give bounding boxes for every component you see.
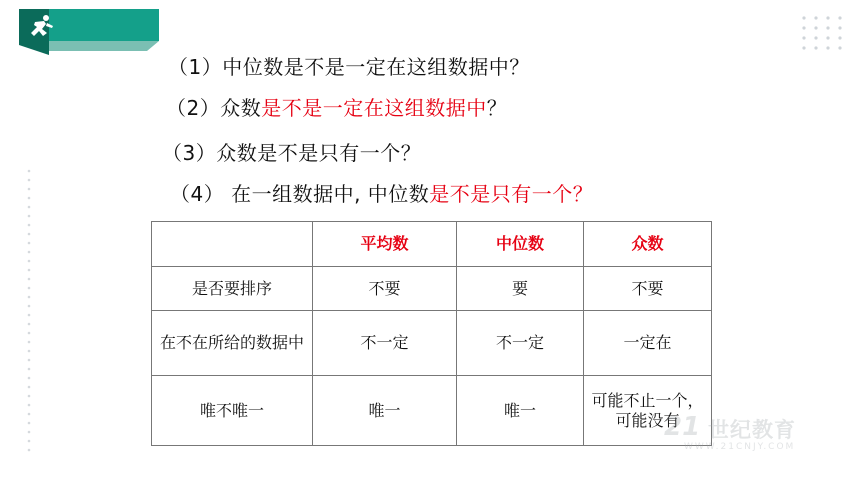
question-2-suffix: ？ [486,96,508,120]
comparison-table [151,221,712,446]
table-row-label: 唯不唯一 [152,376,313,446]
question-3 [162,141,421,165]
table-cell: 要 [457,267,584,311]
table-cell: 不要 [584,267,712,311]
table-row-label: 是否要排序 [152,267,313,311]
table-cell: 唯一 [457,376,584,446]
question-1-text: （1）中位数是不是一定在这组数据中？ [168,55,530,79]
watermark-text: 世纪教育 [708,418,796,442]
table-cell: 唯一 [313,376,457,446]
watermark [664,412,850,456]
question-2-text: （2）众数 [166,96,262,120]
table-cell: 不一定 [313,311,457,376]
title-banner [19,9,159,55]
decorative-dot-grid [800,14,848,56]
table-header-cell [152,222,313,267]
table-cell: 一定在 [584,311,712,376]
question-4-text: （4） 在一组数据中, 中位数 [170,182,430,206]
table-row [152,311,712,376]
table-cell: 不一定 [457,311,584,376]
table-row [152,376,712,446]
question-2-highlight: 是不是一定在这组数据中 [261,96,487,120]
table-cell: 可能不止一个，可能没有 [584,376,712,446]
table-header-cell: 中位数 [457,222,584,267]
table-row-label: 在不在所给的数据中 [152,311,313,376]
question-1 [168,55,530,79]
table-cell: 不要 [313,267,457,311]
table-header-row [152,222,712,267]
table-header-cell: 平均数 [313,222,457,267]
question-2 [166,96,507,120]
question-4 [170,182,593,206]
watermark-logo: 21 [664,412,701,442]
question-3-text: （3）众数是不是只有一个？ [162,141,422,165]
watermark-url: WWW.21CNJY.COM [684,442,796,452]
table-header-cell: 众数 [584,222,712,267]
decorative-dot-column [27,168,31,458]
question-4-highlight: 是不是只有一个？ [429,182,594,206]
table-row [152,267,712,311]
